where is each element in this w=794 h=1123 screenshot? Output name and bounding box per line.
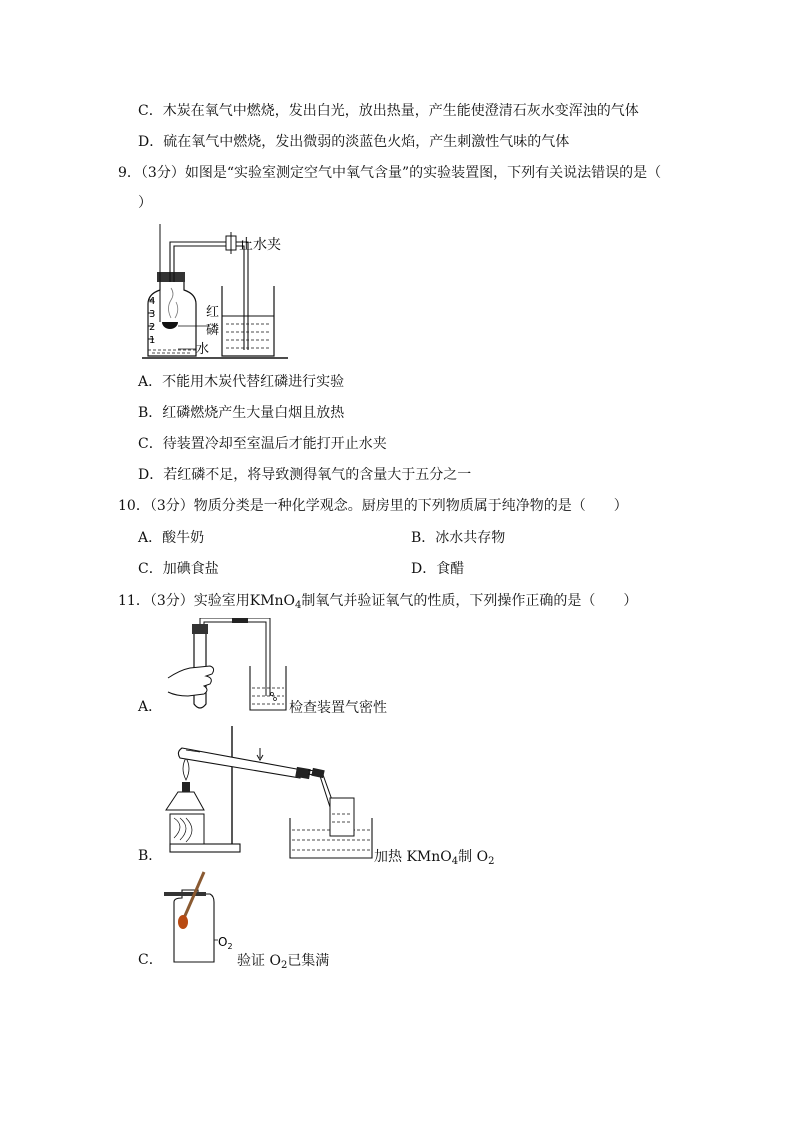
phosphorus-label-1: 红 bbox=[206, 305, 220, 320]
q11-formula: KMnO bbox=[249, 593, 296, 609]
beaker bbox=[250, 666, 286, 710]
wood-block bbox=[170, 814, 204, 844]
q9-option-d: D．若红磷不足，将导致测得氧气的含量大于五分之一 bbox=[138, 467, 472, 483]
q11-option-a-label: A． bbox=[138, 699, 163, 715]
mark-4: 4 bbox=[149, 296, 156, 307]
q10-option-b: B．冰水共存物 bbox=[411, 530, 506, 546]
q11-option-c-label: C． bbox=[138, 952, 163, 968]
q10-option-a: A．酸牛奶 bbox=[138, 530, 205, 546]
mark-2: 2 bbox=[149, 322, 156, 333]
q11-option-a-figure bbox=[160, 618, 296, 714]
q9-stem: 9．（3分）如图是“实验室测定空气中氧气含量”的实验装置图，下列有关说法错误的是（ bbox=[118, 165, 662, 181]
mark-1: 1 bbox=[149, 335, 156, 346]
q11-option-c-caption-post: 已集满 bbox=[287, 953, 330, 969]
q11-option-c-caption-pre: 验证 O bbox=[237, 953, 281, 969]
mark-3: 3 bbox=[149, 309, 156, 320]
q11-option-c-caption bbox=[237, 951, 329, 976]
q9-stem-bracket: ） bbox=[138, 195, 152, 211]
q11-option-b-caption-sub: 4 bbox=[451, 856, 459, 867]
bottle-o2-label: $O_2$ bbox=[218, 935, 233, 951]
q9-apparatus-figure bbox=[138, 222, 294, 364]
rubber-tube bbox=[311, 768, 324, 778]
glass-plate bbox=[164, 892, 206, 896]
q11-stem-post: 制氧气并验证氧气的性质，下列操作正确的是（ ） bbox=[301, 593, 638, 609]
rubber-tube bbox=[232, 618, 248, 623]
test-tube bbox=[178, 748, 310, 779]
q11-formula-sub: 4 bbox=[295, 600, 302, 611]
water-label: 水 bbox=[196, 342, 210, 357]
q11-option-b-caption-sub2: 2 bbox=[488, 856, 495, 867]
collection-bottle bbox=[330, 798, 354, 836]
q11-option-c-caption-sub: 2 bbox=[280, 960, 288, 971]
rubber-stopper bbox=[157, 272, 185, 282]
q10-option-d: D．食醋 bbox=[411, 561, 465, 577]
q11-option-b-caption-pre: 加热 KMnO bbox=[374, 849, 452, 865]
alcohol-lamp bbox=[166, 758, 204, 810]
gas-bottle bbox=[164, 890, 214, 962]
q9-option-c: C．待装置冷却至室温后才能打开止水夹 bbox=[138, 436, 387, 452]
q11-option-b-caption-mid: 制 O bbox=[458, 849, 489, 865]
q9-option-b: B．红磷燃烧产生大量白烟且放热 bbox=[138, 405, 345, 421]
q11-option-a-caption: 检查装置气密性 bbox=[289, 700, 387, 716]
q8-option-d: D．硫在氧气中燃烧，发出微弱的淡蓝色火焰，产生刺激性气味的气体 bbox=[138, 134, 570, 150]
q11-stem bbox=[118, 591, 637, 616]
gas-collection-bottle bbox=[148, 224, 210, 356]
q11-option-b-figure bbox=[160, 722, 376, 862]
q10-stem: 10．（3分）物质分类是一种化学观念。厨房里的下列物质属于纯净物的是（ ） bbox=[118, 498, 628, 514]
q11-option-b-caption bbox=[374, 847, 494, 872]
q8-option-c: C．木炭在氧气中燃烧，发出白光，放出热量，产生能使澄清石灰水变浑浊的气体 bbox=[138, 103, 639, 119]
q9-option-a: A．不能用木炭代替红磷进行实验 bbox=[138, 374, 345, 390]
q11-stem-pre: 11．（3分）实验室用 bbox=[118, 593, 250, 609]
phosphorus-label-2: 磷 bbox=[206, 323, 220, 338]
q11-option-b-label: B． bbox=[138, 848, 163, 864]
clamp-label: 止水夹 bbox=[239, 237, 281, 253]
q10-option-c: C．加碘食盐 bbox=[138, 561, 219, 577]
hand-icon bbox=[168, 666, 214, 696]
